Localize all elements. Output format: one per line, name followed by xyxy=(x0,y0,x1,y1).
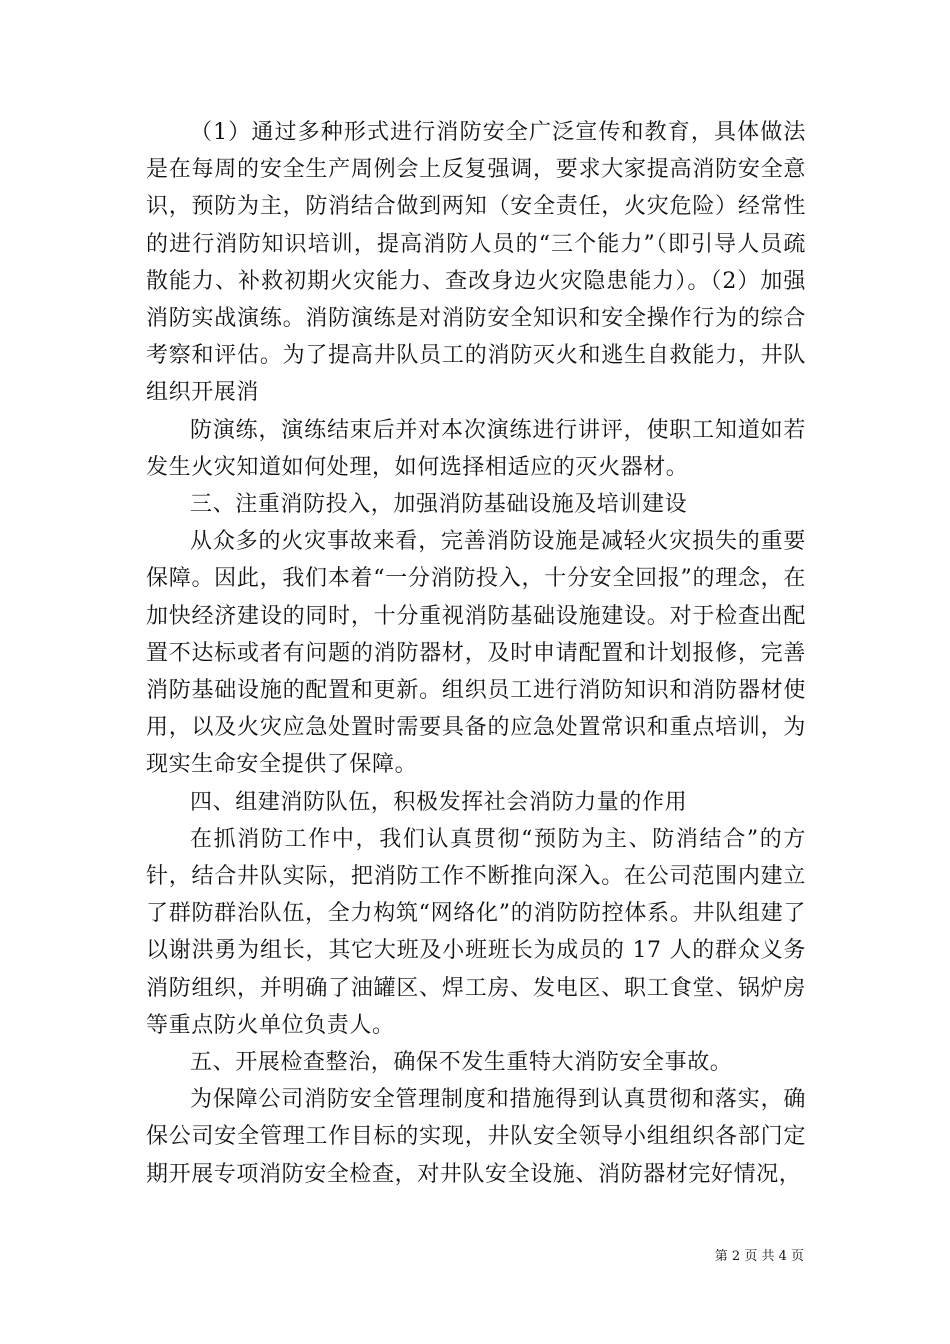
paragraph-inspection: 为保障公司消防安全管理制度和措施得到认真贯彻和落实，确保公司安全管理工作目标的实现，井队安全领导小组组织各部门定期开展专项消防安全检查，对井队安全设施、消防器材完好情况， xyxy=(146,1087,806,1187)
page-number-footer: 第 2 页 共 4 页 xyxy=(714,1249,804,1264)
section-heading-inspection: 五、开展检查整治，确保不发生重特大消防安全事故。 xyxy=(190,1050,733,1076)
paragraph-fire-drill: 防演练，演练结束后并对本次演练进行讲评，使职工知道如若发生火灾知道如何处理，如何选择相适应的灭火器材。 xyxy=(146,417,806,480)
document-body xyxy=(146,114,806,1193)
paragraph-fire-facilities: 从众多的火灾事故来看，完善消防设施是减轻火灾损失的重要保障。因此，我们本着“一分消防投入，十分安全回报”的理念，在加快经济建设的同时，十分重视消防基础设施建设。对于检查出配置不达标或者有问题的消防器材，及时申请配置和计划报修，完善消防基础设施的配置和更新。组织员工进行消防知识和消防器材使用，以及火灾应急处置时需要具备的应急处置常识和重点培训，为现实生命安全提供了保障。 xyxy=(146,529,806,778)
paragraph-fire-safety-publicity: （1）通过多种形式进行消防安全广泛宣传和教育，具体做法是在每周的安全生产周例会上反复强调，要求大家提高消防安全意识，预防为主，防消结合做到两知（安全责任，火灾危险）经常性的进行消防知识培训，提高消防人员的“三个能力”（即引导人员疏散能力、补救初期火灾能力、查改身边火灾隐患能力）。（2）加强消防实战演练。消防演练是对消防安全知识和安全操作行为的综合考察和评估。为了提高井队员工的消防灭火和逃生自救能力，井队组织开展消 xyxy=(146,120,806,406)
section-heading-fire-team: 四、组建消防队伍，积极发挥社会消防力量的作用 xyxy=(190,789,688,815)
paragraph-fire-team: 在抓消防工作中，我们认真贯彻“预防为主、防消结合”的方针，结合井队实际，把消防工作不断推向深入。在公司范围内建立了群防群治队伍，全力构筑“网络化”的消防防控体系。井队组建了以谢洪勇为组长，其它大班及小班班长为成员的 17 人的群众义务消防组织，并明确了油罐区、焊工房、发电区、职工食堂、锅炉房等重点防火单位负责人。 xyxy=(146,826,806,1038)
section-heading-fire-investment: 三、注重消防投入，加强消防基础设施及培训建设 xyxy=(190,492,688,518)
